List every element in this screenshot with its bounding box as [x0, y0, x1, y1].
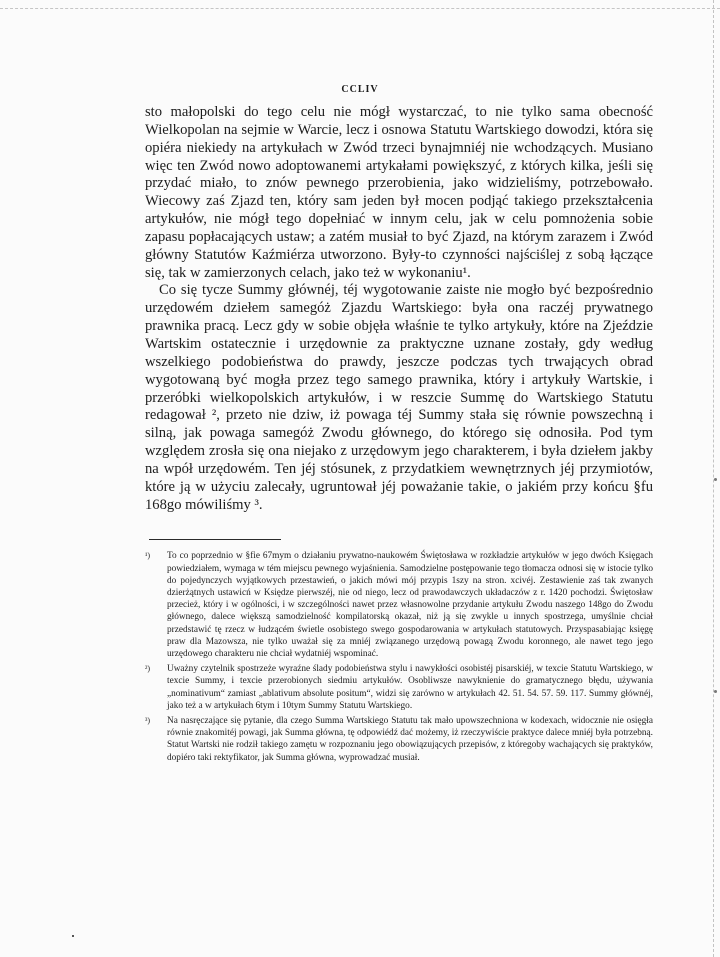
stray-mark [72, 935, 74, 937]
main-text [145, 104, 653, 514]
page-content [145, 104, 653, 767]
edge-speck [714, 478, 717, 481]
page-top-edge [0, 0, 720, 9]
footnote-mark: ¹) [145, 551, 151, 561]
footnote [145, 550, 653, 660]
footnote-text: Uważny czytelnik spostrzeże wyraźne ślady podobieństwa stylu i nawykłości osobistéj pisarskiéj, w texcie Statutu Wartskiego, w texcie Summy, i texcie przerobionych siedmiu artykułów. Osobliwsze nawyknienie do gramatycznego błędu, używania „nominativum“ zamiast „ablativum absolute positum“, widzi się zarówno w artykułach 42. 51. 54. 57. 59. 117. Summy głównéj, jako też a w artykułach 6tym i 10tym Summy Statutu Wartskiego. [167, 664, 653, 711]
footnote-mark: ²) [145, 664, 151, 674]
paragraph: Co się tycze Summy głównéj, téj wygotowanie zaiste nie mogło być bezpośrednio urzędowém dziełem samegóż Zjazdu Wartskiego: była ona raczéj prywatnego prawnika pracą. Lecz gdy w sobie objęła właśnie te tylko artykuły, które na Zjeździe Wartskim ostatecznie i urzędownie za praktyczne uznane zostały, gdy według wszelkiego podobieństwa do prawdy, jeszcze podczas tych trwających obrad wygotowaną być mogła przez tego samego prawnika, który i artykuły Wartskie, i przeróbki wielkopolskich artykułów, i w reszcie Summę do Wartskiego Statutu redagował ², przeto nie dziw, iż powaga téj Summy stała się równie powszechną i silną, jak powaga samegóż Zwodu głównego, do którego się odnosiła. Pod tym względem zrosła się ona niejako z urzędowym jego charakterem, i była dziełem jakby na wpół urzędowém. Ten jéj stósunek, z przydatkiem wewnętrznych jéj przymiotów, które ją w użyciu zalecały, ugruntował jéj poważanie takie, o jakiém przy końcu §fu 168go mówiliśmy ³. [145, 282, 653, 513]
paragraph: sto małopolski do tego celu nie mógł wystarczać, to nie tylko sama obecność Wielkopolan na sejmie w Warcie, lecz i osnowa Statutu Wartskiego dowodzi, która się opiéra niekiedy na artykułach w Zwód trzeci bynajmniéj nie wchodzących. Musiano więc ten Zwód nowo adoptowanemi artykałami powiększyć, z których kilka, jeśli się przydać miało, to znów pewnego przerobienia, jako widzieliśmy, potrzebowało. Wiecowy zaś Zjazd ten, który sam jeden był mocen podjąć takiego przekształcenia artykułów, nie mógł tego dopełniać w innym celu, jak w celu pomnożenia sobie zapasu popłacających ustaw; a zatém musiał to być Zjazd, na którym zarazem i Zwód główny Statutów Kaźmiérza utworzono. Były-to czynności najściślej z sobą łączące się, tak w zamierzonych celach, jako też w wykonaniu¹. [145, 104, 653, 281]
footnote-text: To co poprzednio w §fie 67mym o działaniu prywatno-naukowém Świętosława w rozkładzie artykułów w jego dwóch Księgach powiedziałem, wymaga w tém miejscu pewnego wyjaśnienia. Samodzielne postępowanie tego tłomacza odnosi się w istocie tylko do pojedynczych wyjątkowych przestawień, o jakich mówi mój przypis 1szy na stron. xcivéj. Zestawienie zaś tak zwanych dzierżątnych ustawicń w Księdze pierwszéj, nie od niego, lecz od prawodawczych układaczów z r. 1420 pochodzi. Świętosław przecież, który i w ogólności, i w szczególności nawet przez własnowolne przydanie artykułu Zwodu naszego 148go do Zwodu głównego, dalece większą samodzielność kompilatorską okazał, niż ją się zwykle u innych spostrzega, umyślnie chciał przedstawić tę rzecz w łudzącém świetle osobistego swego gospodarowania w artykułach statutowych. Przyspasabiając księgę praw dla Mazowsza, nie tylko uważał się za mniéj związanego urzędową powagą Zwodu koronnego, ale nawet tego jego urzędowego charakteru nie chciał wydatniéj wspominać. [167, 551, 653, 660]
footnote [145, 715, 653, 764]
footnotes [145, 550, 653, 763]
footnote-text: Na nasręczające się pytanie, dla czego Summa Wartskiego Statutu tak mało upowszechniona w kodexach, widocznie nie osięgła równie znakomitéj powagi, jak Summa główna, tę odpowiédź dać możemy, iż rzeczywiście praktyce dalece mniéj była potrzebną. Statut Wartski nie rodził takiego zamętu w rozpoznaniu jego obowiązujących przepisów, z któregoby wachających się praktyków, dopiéro taki rektyfikator, jak Summa główna, wyprowadzać musiał. [167, 716, 653, 763]
footnote-mark: ³) [145, 716, 151, 726]
edge-speck [714, 690, 717, 693]
footnote-separator [149, 539, 281, 540]
footnote [145, 663, 653, 712]
page-number: CCLIV [341, 84, 379, 95]
